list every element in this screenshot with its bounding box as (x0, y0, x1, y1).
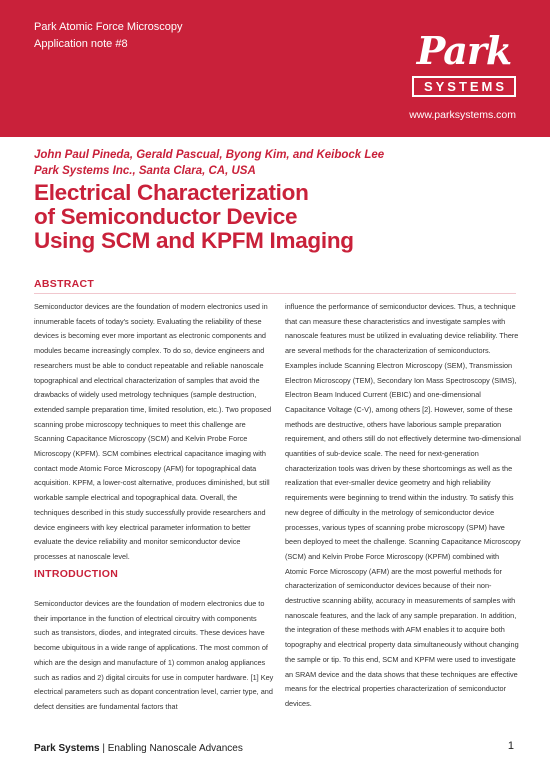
author-affiliation: Park Systems Inc., Santa Clara, CA, USA (34, 165, 256, 177)
footer-separator: | (99, 743, 108, 754)
author-block (34, 147, 384, 179)
title-line-3: Using SCM and KPFM Imaging (34, 228, 354, 253)
abstract-divider (34, 293, 516, 294)
introduction-body (34, 597, 274, 715)
title-line-2: of Semiconductor Device (34, 204, 298, 229)
footer-tagline: Enabling Nanoscale Advances (107, 743, 243, 754)
right-column-body (285, 300, 521, 712)
header-banner (0, 0, 550, 137)
logo-wordmark: Park (416, 28, 512, 73)
right-column-paragraph: influence the performance of semiconductor devices. Thus, a technique that can measure these characteristics and investigate samples with nanoscale features must be utilized in evaluating device reliability. There are several methods for the characterization of semiconductors. Examples include Scanning Electron Microscopy (SEM), Transmission Electron Microscopy (TEM), Secondary Ion Mass Spectroscopy (SIMS), Electron Beam Induced Current (EBIC) and one-dimensional Capacitance Voltage (C-V), among others [2]. However, some of these methods are destructive, others have laborious sample preparation requirement, and others still do not effectively determine two-dimensional quantities of sub-device scale. The need for next-generation characterization tools was driven by these shortcomings as well as the realization that ever-smaller device geometry and high reliability requirements were beginning to trend within the industry. To satisfy this new degree of difficulty in the metrology of semiconductor device processes, various types of scanning probe microscopy (SPM) have been deployed to meet the challenge. Scanning Capacitance Microscopy (SCM) and Kelvin Probe Force Microscopy (KPFM) combined with Atomic Force Microscopy (AFM) are the most powerful methods for characterization of semiconductor devices because of their non-destructive scanning ability, accuracy in measurements of samples with nanoscale features, and the lack of any sample preparation. In addition, the integration of these methods with AFM enables it to acquire both topography and electrical property data simultaneously without changing the sample or tip. To this end, SCM and KPFM were used to investigate an SRAM device and the data shows that these techniques are effective means for the electrical properties characterization of semiconductor devices. (285, 302, 521, 708)
title-line-1: Electrical Characterization (34, 180, 309, 205)
page-number: 1 (507, 740, 514, 752)
park-systems-logo (412, 30, 516, 97)
website-link[interactable]: www.parksystems.com (409, 109, 516, 121)
author-names: John Paul Pineda, Gerald Pascual, Byong Kim, and Keibock Lee (34, 149, 385, 161)
footer-brand (34, 743, 243, 754)
series-line-2: Application note #8 (34, 38, 128, 50)
abstract-heading: ABSTRACT (34, 278, 95, 290)
series-label (34, 19, 183, 53)
abstract-paragraph: Semiconductor devices are the foundation of modern electronics used in innumerable facets of today's society. Evaluating the reliability of these devices is becoming ever more important as electronic components and modules became increasingly complex. To do so, device engineers and researchers must be able to conduct repeatable and reliable nanoscale topographical and electrical characterization of samples that avoid the drawbacks of widely used metrology techniques (sample destruction, extended sample preparation time, limited resolution, etc.). Two proposed scanning probe microscopy techniques to meet this challenge are Scanning Capacitance Microscopy (SCM) and Kelvin Probe Force Microscopy (KPFM). SCM combines electrical capacitance imaging with contact mode Atomic Force Microscopy (AFM) for topographical data acquisition. KPFM, a lower-cost alternative, produces diminished, but still workable sample electrical and topographical data. Overall, the techniques described in this study successfully provide researchers and device engineers with key electrical parameter information to better evaluate the device reliability and monitor semiconductor device processes at nanoscale level. (34, 302, 272, 561)
paper-title (34, 181, 454, 253)
introduction-paragraph: Semiconductor devices are the foundation of modern electronics due to their importance in the function of electrical circuitry with components such as transistors, diodes, and integrated circuits. These devices have become ubiquitous in a wide range of applications. The most common of which are the design and manufacture of 1) common analog appliances such as radios and 2) digital circuits for use in computer hardware. [1] Key electrical parameters such as dopant concentration level, carrier type, and defect densities are fundamental factors that (34, 599, 274, 711)
abstract-body (34, 300, 274, 565)
footer-brand-name: Park Systems (34, 743, 100, 754)
series-line-1: Park Atomic Force Microscopy (34, 21, 183, 33)
introduction-heading: INTRODUCTION (34, 568, 119, 580)
logo-subtitle: SYSTEMS (412, 76, 516, 97)
